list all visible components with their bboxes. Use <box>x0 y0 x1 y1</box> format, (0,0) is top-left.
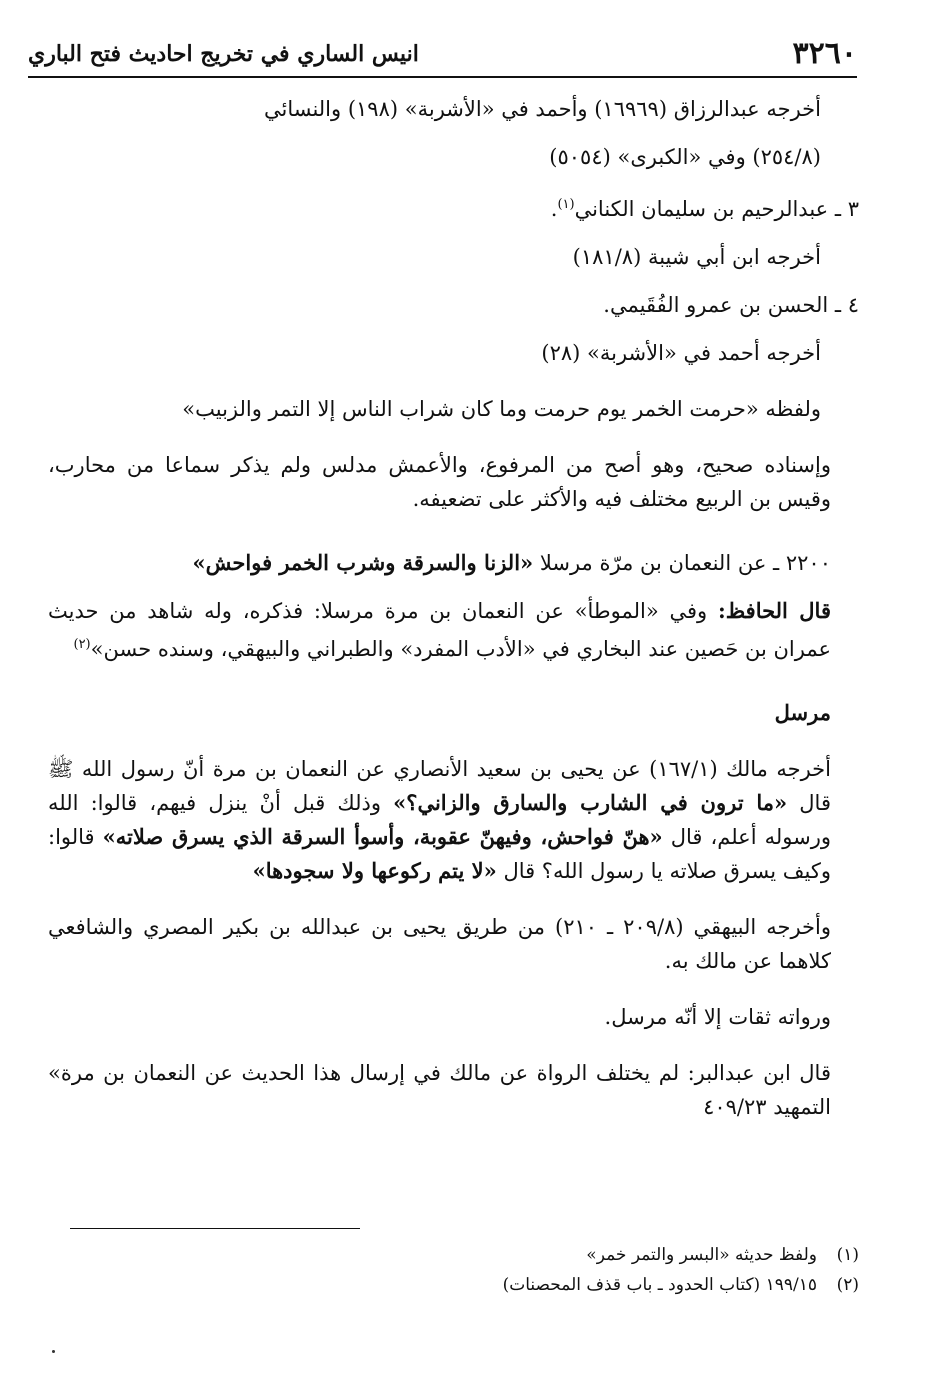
hadith-heading <box>48 546 859 580</box>
footnotes <box>99 1240 859 1300</box>
hadith-text: «الزنا والسرقة وشرب الخمر فواحش» <box>192 550 534 575</box>
paragraph: (٢٥٤/٨) وفي «الكبرى» (٥٠٥٤) <box>549 145 821 169</box>
footnote-ref: (١) <box>557 197 575 212</box>
mursal-label: مرسل <box>774 700 831 725</box>
page-number: ٣٢٦٠ <box>792 36 857 71</box>
footnote-text: ١٩٩/١٥ (كتاب الحدود ـ باب قذف المحصنات) <box>502 1275 817 1295</box>
text-run: أخرجه مالك (١٦٧/١) عن يحيى بن سعيد الأنصاري عن النعمان بن مرة أنّ رسول الله ﷺ قال <box>48 757 831 815</box>
list-item <box>48 288 859 322</box>
hadith-quote: «ما ترون في الشارب والسارق والزاني؟» <box>393 790 788 815</box>
hadith-intro: عن النعمان بن مرّة مرسلا <box>539 551 767 575</box>
hafiz-label: قال الحافظ: <box>717 598 831 623</box>
list-item: ٣ ـ عبدالرحيم بن سليمان الكناني$^{(١)}$. <box>550 197 859 221</box>
footnote-number: (٢) <box>836 1275 859 1295</box>
text-run: قالوا: وكيف يسرق صلاته يا رسول الله؟ قال <box>48 825 831 883</box>
narrator-name: عبدالرحيم بن سليمان الكناني <box>574 197 829 221</box>
hadith-quote: «لا يتم ركوعها ولا سجودها» <box>252 858 497 883</box>
narrator-name: الحسن بن عمرو الفُقَيمي. <box>603 293 829 317</box>
paragraph <box>48 594 859 666</box>
footnote-number: (١) <box>836 1245 859 1265</box>
hadith-quote: «هنّ فواحش، وفيهنّ عقوبة، وأسوأ السرقة الذي يسرق صلاته» <box>102 824 663 849</box>
footnote-item <box>99 1240 859 1270</box>
list-number: ٤ ـ <box>834 293 859 317</box>
page-header <box>28 28 857 78</box>
hafiz-text: وفي «الموطأ» عن النعمان بن مرة مرسلا: فذكره، وله شاهد من حديث عمران بن حَصين عند البخاري في «الأدب المفرد» والطبراني والبيهقي، وسنده حسن» <box>48 599 831 661</box>
footnote-text: ولفظ حديثه «البسر والتمر خمر» <box>586 1245 817 1265</box>
paragraph: ورواته ثقات إلا أنّه مرسل. <box>604 1005 831 1029</box>
hadith-number: ٢٢٠٠ ـ <box>773 551 831 575</box>
footnote-rule <box>70 1228 360 1229</box>
paragraph: أخرجه ابن أبي شيبة (١٨١/٨) <box>572 245 821 269</box>
running-title: انيس الساري في تخريج احاديث فتح الباري <box>28 41 419 67</box>
scan-speck <box>52 1350 55 1353</box>
paragraph: أخرجه أحمد في «الأشربة» (٢٨) <box>541 341 821 365</box>
text-run: وذلك قبل أنْ ينزل فيهم، قالوا: الله ورسوله أعلم، قال <box>48 791 831 849</box>
paragraph: وأخرجه البيهقي (٢٠٩/٨ ـ ٢١٠) من طريق يحيى بن عبدالله بن بكير المصري والشافعي كلاهما عن مالك به. <box>48 915 831 973</box>
footnote-item <box>99 1270 859 1300</box>
footnote-ref: (٢) <box>73 637 91 652</box>
paragraph <box>48 752 859 888</box>
paragraph: وإسناده صحيح، وهو أصح من المرفوع، والأعمش مدلس ولم يذكر سماعا من محارب، وقيس بن الربيع مختلف فيه والأكثر على تضعيفه. <box>48 453 831 511</box>
paragraph: أخرجه عبدالرزاق (١٦٩٦٩) وأحمد في «الأشربة» (١٩٨) والنسائي <box>263 97 821 121</box>
paragraph: قال ابن عبدالبر: لم يختلف الرواة عن مالك في إرسال هذا الحديث عن النعمان بن مرة» التمهيد ٤٠٩/٢٣ <box>48 1061 831 1119</box>
section-label <box>48 696 859 730</box>
paragraph: ولفظه «حرمت الخمر يوم حرمت وما كان شراب الناس إلا التمر والزبيب» <box>182 397 821 421</box>
page-body <box>48 92 859 1124</box>
header-rule <box>28 76 857 78</box>
list-number: ٣ ـ <box>834 197 859 221</box>
